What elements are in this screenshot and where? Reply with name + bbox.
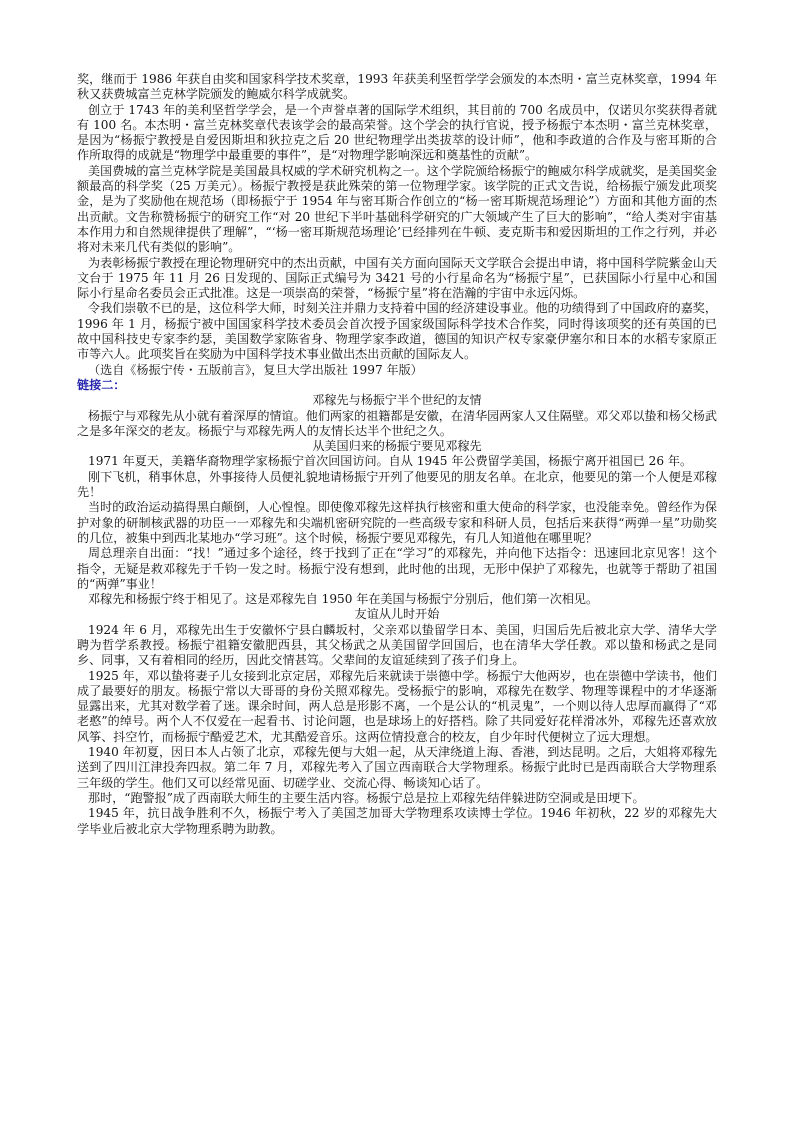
paragraph: 1940 年初夏，因日本人占领了北京，邓稼先便与大姐一起，从天津绕道上海、香港，到达昆明。之后，大姐将邓稼先送到了四川江津投奔四叔。第二年 7 月，邓稼先考入了国立西南联合大学物理系。杨振宁此时已是西南联合大学物理系三年级的学生。他们又可以经常见面、切磋学业、交流心得、畅谈知心话了。 xyxy=(77,745,717,790)
paragraph: 当时的政治运动搞得黑白颠倒，人心惶惶。即使像邓稼先这样执行核密和重大使命的科学家，也没能幸免。曾经作为保护对象的研制核武器的功臣一一邓稼先和尖端机密研究院的一些高级专家和科研人员，包括后来获得“两弹一星”功勋奖的几位，被集中到西北某地办“学习班”。这个时候，杨振宁要见邓稼先，有几人知道他在哪里呢？ xyxy=(77,500,717,545)
paragraph: 刚下飞机，稍事休息，外事接待人员便礼貌地请杨振宁开列了他要见的朋友名单。在北京，他要见的第一个人便是邓稼先！ xyxy=(77,469,717,500)
paragraph: 那时，“跑警报”成了西南联大师生的主要生活内容。杨振宁总是拉上邓稼先结伴躲进防空洞或是田埂下。 xyxy=(88,790,645,805)
article-title: 邓稼先与杨振宁半个世纪的友情 xyxy=(312,393,482,408)
paragraph: 1924 年 6 月，邓稼先出生于安徽怀宁县白麟坂村，父亲邓以蛰留学日本、美国，归国后先后被北京大学、清华大学聘为哲学系教授。杨振宁祖籍安徽肥西县，其父杨武之从美国留学回国后，也在清华大学任教。邓以蛰和杨武之是同乡、同事，又有着相同的经历，因此交情甚笃。父辈间的友谊延续到了孩子们身上。 xyxy=(77,622,717,668)
paragraph: 邓稼先和杨振宁终于相见了。这是邓稼先自 1950 年在美国与杨振宁分别后，他们第一次相见。 xyxy=(88,592,599,607)
paragraph: 1971 年夏天，美籍华裔物理学家杨振宁首次回国访问。自从 1945 年公费留学美国，杨振宁离开祖国已 26 年。 xyxy=(88,454,693,469)
paragraph: 为表彰杨振宁教授在理论物理研究中的杰出贡献，中国有关方面向国际天文学联合会提出申请，将中国科学院紫金山天文台于 1975 年 11 月 26 日发现的、国际正式编号为 3421 号的小行星命名为“杨振宁星”，已获国际小行星中心和国际小行星命名委员会正式批准。这是一项崇高的荣誉，“杨振宁星”将在浩瀚的宇宙中永远闪烁。 xyxy=(77,255,717,301)
source-citation: （选自《杨振宁传・五版前言》，复旦大学出版社 1997 年版） xyxy=(88,362,423,377)
document-page xyxy=(77,72,717,837)
section-heading: 从美国归来的杨振宁要见邓稼先 xyxy=(312,439,482,454)
paragraph: 美国费城的富兰克林学院是美国最具权威的学术研究机构之一。这个学院颁给杨振宁的鲍威尔科学成就奖，是美国奖金额最高的科学奖（25 万美元）。杨振宁教授是获此殊荣的第一位物理学家。该学院的正式文告说，给杨振宁颁发此项奖金，是为了奖励他在规范场（即杨振宁于 1954 年与密耳斯合作创立的“杨一密耳斯规范场理论”）方面和其他方面的杰出贡献。文告称赞杨振宁的研究工作“对 20 世纪下半叶基础科学研究的广大领域产生了巨大的影响”，“给人类对宇宙基本作用力和自然规律提供了理解”，“‘杨一密耳斯规范场理论’已经排列在牛顿、麦克斯韦和爱因斯坦的工作之行列，并必将对未来几代有类似的影响”。 xyxy=(77,163,717,255)
paragraph: 杨振宁与邓稼先从小就有着深厚的情谊。他们两家的祖籍都是安徽，在清华园两家人又住隔壁。邓父邓以蛰和杨父杨武之是多年深交的老友。杨振宁与邓稼先两人的友情长达半个世纪之久。 xyxy=(77,408,717,438)
paragraph: 奖，继而于 1986 年获自由奖和国家科学技术奖章，1993 年获美利坚哲学学会颁发的本杰明・富兰克林奖章，1994 年秋又获费城富兰克林学院颁发的鲍威尔科学成就奖。 xyxy=(77,72,717,102)
paragraph: 令我们崇敬不已的是，这位科学大师，时刻关注并鼎力支持着中国的经济建设事业。他的功绩得到了中国政府的嘉奖，1996 年 1 月，杨振宁被中国国家科学技术委员会首次授予国家级国际科学技术合作奖，同时得该项奖的还有英国的已故中国科技史专家李约瑟，美国数学家陈省身、物理学家李政道，德国的知识产权专家豪伊塞尔和日本的水稻专家原正市等六人。此项奖旨在奖励为中国科学技术事业做出杰出贡献的国际友人。 xyxy=(77,301,717,362)
paragraph: 周总理亲自出面：“找！”通过多个途径，终于找到了正在“学习”的邓稼先，并向他下达指令：迅速回北京见客！这个指令，无疑是救邓稼先于千钧一发之时。杨振宁没有想到，此时他的出现，无形中保护了邓稼先，也就等于帮助了祖国的“两弹”事业！ xyxy=(77,546,717,591)
paragraph: 创立于 1743 年的美利坚哲学学会，是一个声誉卓著的国际学术组织，其目前的 700 名成员中，仅诺贝尔奖获得者就有 100 名。本杰明・富兰克林奖章代表该学会的最高荣誉。这个学会的执行官说，授予杨振宁本杰明・富兰克林奖章，是因为“杨振宁教授是自爱因斯坦和狄拉克之后 20 世纪物理学出类拔萃的设计师”，他和李政道的合作及与密耳斯的合作所取得的成就是“物理学中最重要的事件”，是“对物理学影响深远和奠基性的贡献”。 xyxy=(77,102,717,163)
link-label: 链接二： xyxy=(77,377,126,392)
paragraph: 1945 年，抗日战争胜利不久，杨振宁考入了美国芝加哥大学物理系攻读博士学位。1946 年初秋，22 岁的邓稼先大学毕业后被北京大学物理系聘为助教。 xyxy=(77,806,717,836)
section-heading: 友谊从儿时开始 xyxy=(354,607,440,622)
paragraph: 1925 年，邓以蛰将妻子儿女接到北京定居，邓稼先后来就读于崇德中学。杨振宁大他两岁，也在崇德中学读书，他们成了最要好的朋友。杨振宁常以大哥哥的身份关照邓稼先。受杨振宁的影响，邓稼先在数学、物理等课程中的才华逐渐显露出来，尤其对数学着了迷。课余时间，两人总是形影不离，一个是公认的“机灵鬼”，一个则以待人忠厚而赢得了“邓老憨”的绰号。两个人不仅爱在一起看书、讨论问题，也是球场上的好搭档。除了共同爱好花样滑冰外，邓稼先还喜欢放风筝、抖空竹，而杨振宁酷爱艺术，尤其酷爱音乐。这两位情投意合的校友，自少年时代便树立了远大理想。 xyxy=(77,668,717,744)
